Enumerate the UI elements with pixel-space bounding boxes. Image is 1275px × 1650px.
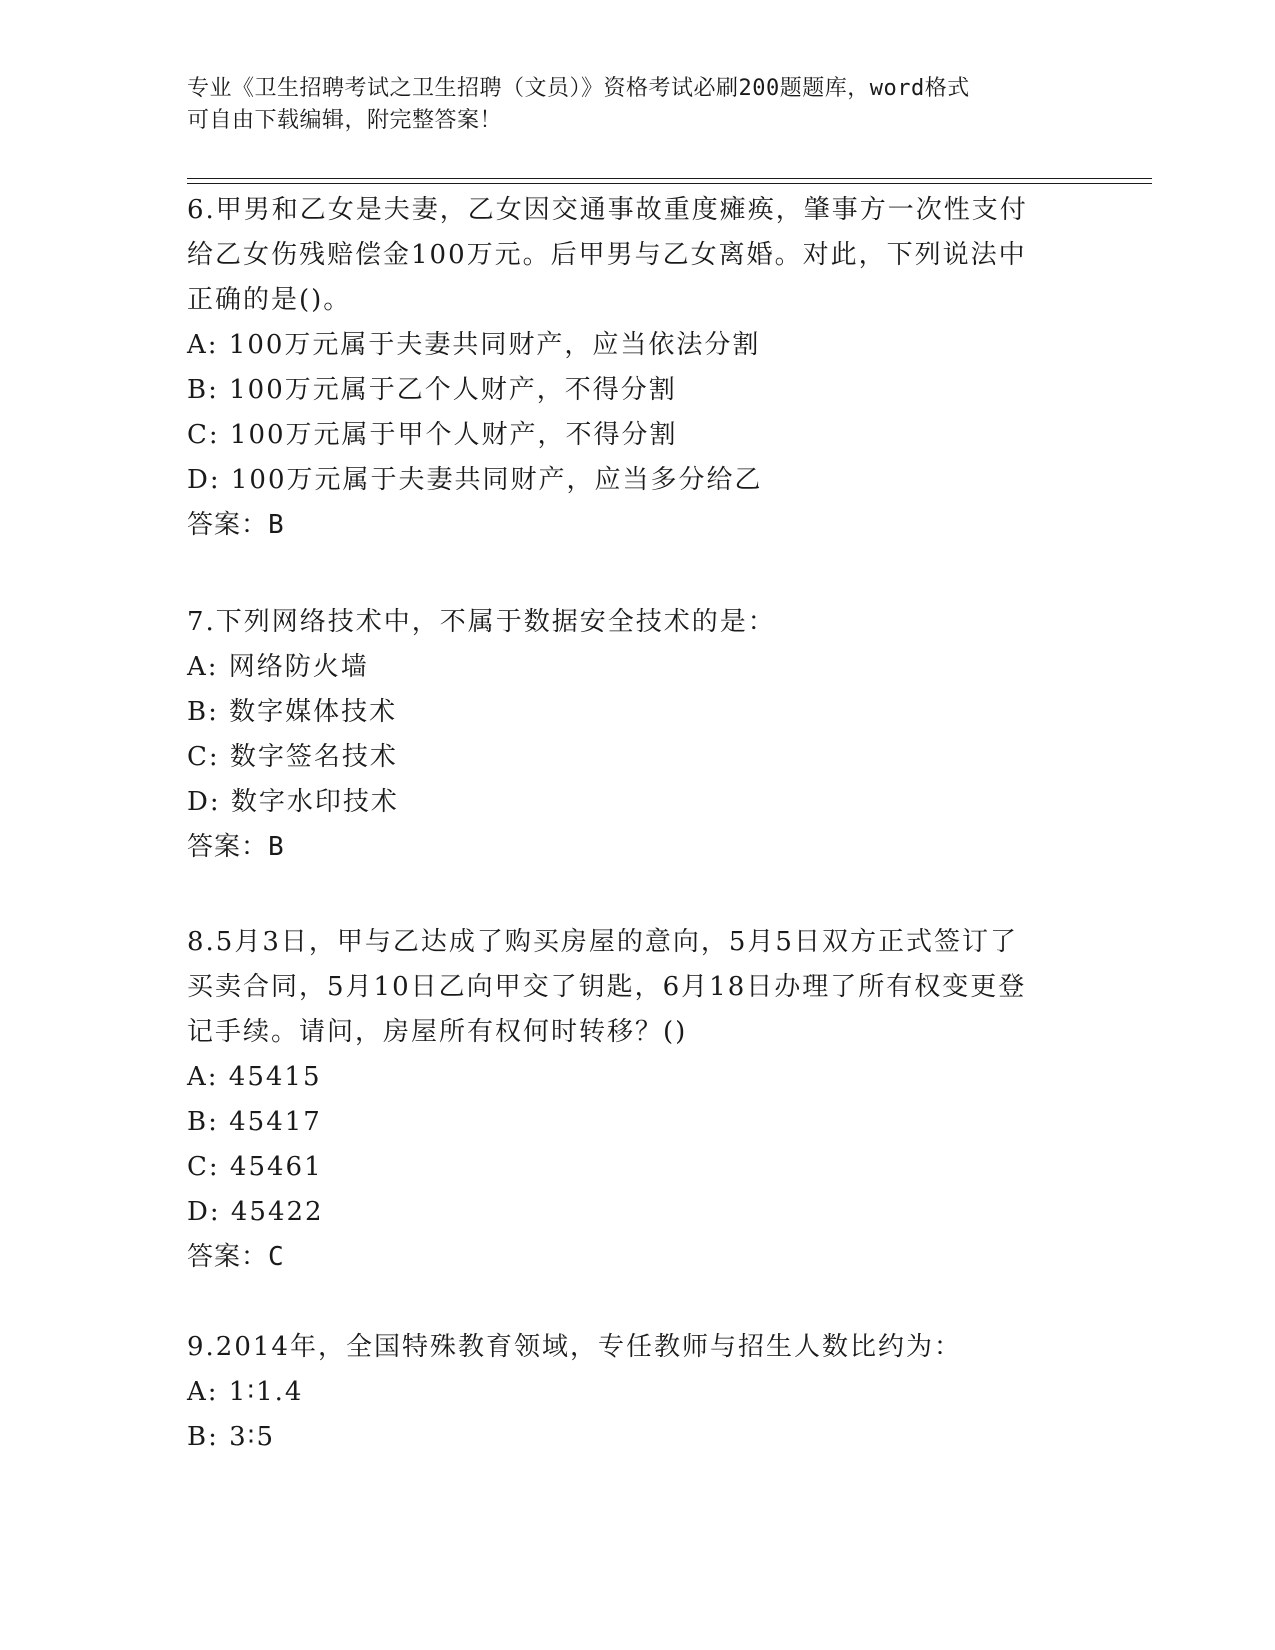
option-b: B: 数字媒体技术 <box>187 697 398 727</box>
option-a: A: 100万元属于夫妻共同财产，应当依法分割 <box>187 330 761 360</box>
question-text-line: 7.下列网络技术中，不属于数据安全技术的是： <box>187 607 776 637</box>
question-7 <box>187 600 1087 870</box>
option-d: D: 100万元属于夫妻共同财产，应当多分给乙 <box>187 465 763 495</box>
question-text-line: 9.2014年，全国特殊教育领域，专任教师与招生人数比约为： <box>187 1332 962 1362</box>
header-line-2: 可自由下载编辑，附完整答案！ <box>187 108 503 133</box>
option-c: C: 45461 <box>187 1152 323 1182</box>
option-d: D: 45422 <box>187 1197 324 1227</box>
option-b: B: 100万元属于乙个人财产，不得分割 <box>187 375 677 405</box>
question-6 <box>187 188 1087 548</box>
question-text-line: 8.5月3日，甲与乙达成了购买房屋的意向，5月5日双方正式签订了 <box>187 927 1018 957</box>
question-text-line: 买卖合同，5月10日乙向甲交了钥匙，6月18日办理了所有权变更登 <box>187 972 1027 1002</box>
question-9 <box>187 1325 1087 1460</box>
option-c: C: 数字签名技术 <box>187 742 398 772</box>
option-a: A: 45415 <box>187 1062 322 1092</box>
option-a: A: 网络防火墙 <box>187 652 369 682</box>
option-a: A: 1∶1.4 <box>187 1377 304 1407</box>
header-divider-bottom <box>187 183 1152 184</box>
option-c: C: 100万元属于甲个人财产，不得分割 <box>187 420 678 450</box>
question-text-line: 给乙女伤残赔偿金100万元。后甲男与乙女离婚。对此，下列说法中 <box>187 240 1027 270</box>
answer: 答案：B <box>187 510 285 540</box>
document-header <box>187 73 1067 137</box>
question-text-line: 6.甲男和乙女是夫妻，乙女因交通事故重度瘫痪，肇事方一次性支付 <box>187 195 1028 225</box>
header-line-1: 专业《卫生招聘考试之卫生招聘（文员）》资格考试必刷200题题库，word格式 <box>187 76 970 101</box>
option-d: D: 数字水印技术 <box>187 787 399 817</box>
answer: 答案：C <box>187 1242 285 1272</box>
answer: 答案：B <box>187 832 285 862</box>
question-text-line: 记手续。请问，房屋所有权何时转移？() <box>187 1017 688 1047</box>
header-divider-top <box>187 178 1152 179</box>
question-8 <box>187 920 1087 1280</box>
question-text-line: 正确的是()。 <box>187 285 352 315</box>
option-b: B: 45417 <box>187 1107 322 1137</box>
option-b: B: 3∶5 <box>187 1422 275 1452</box>
